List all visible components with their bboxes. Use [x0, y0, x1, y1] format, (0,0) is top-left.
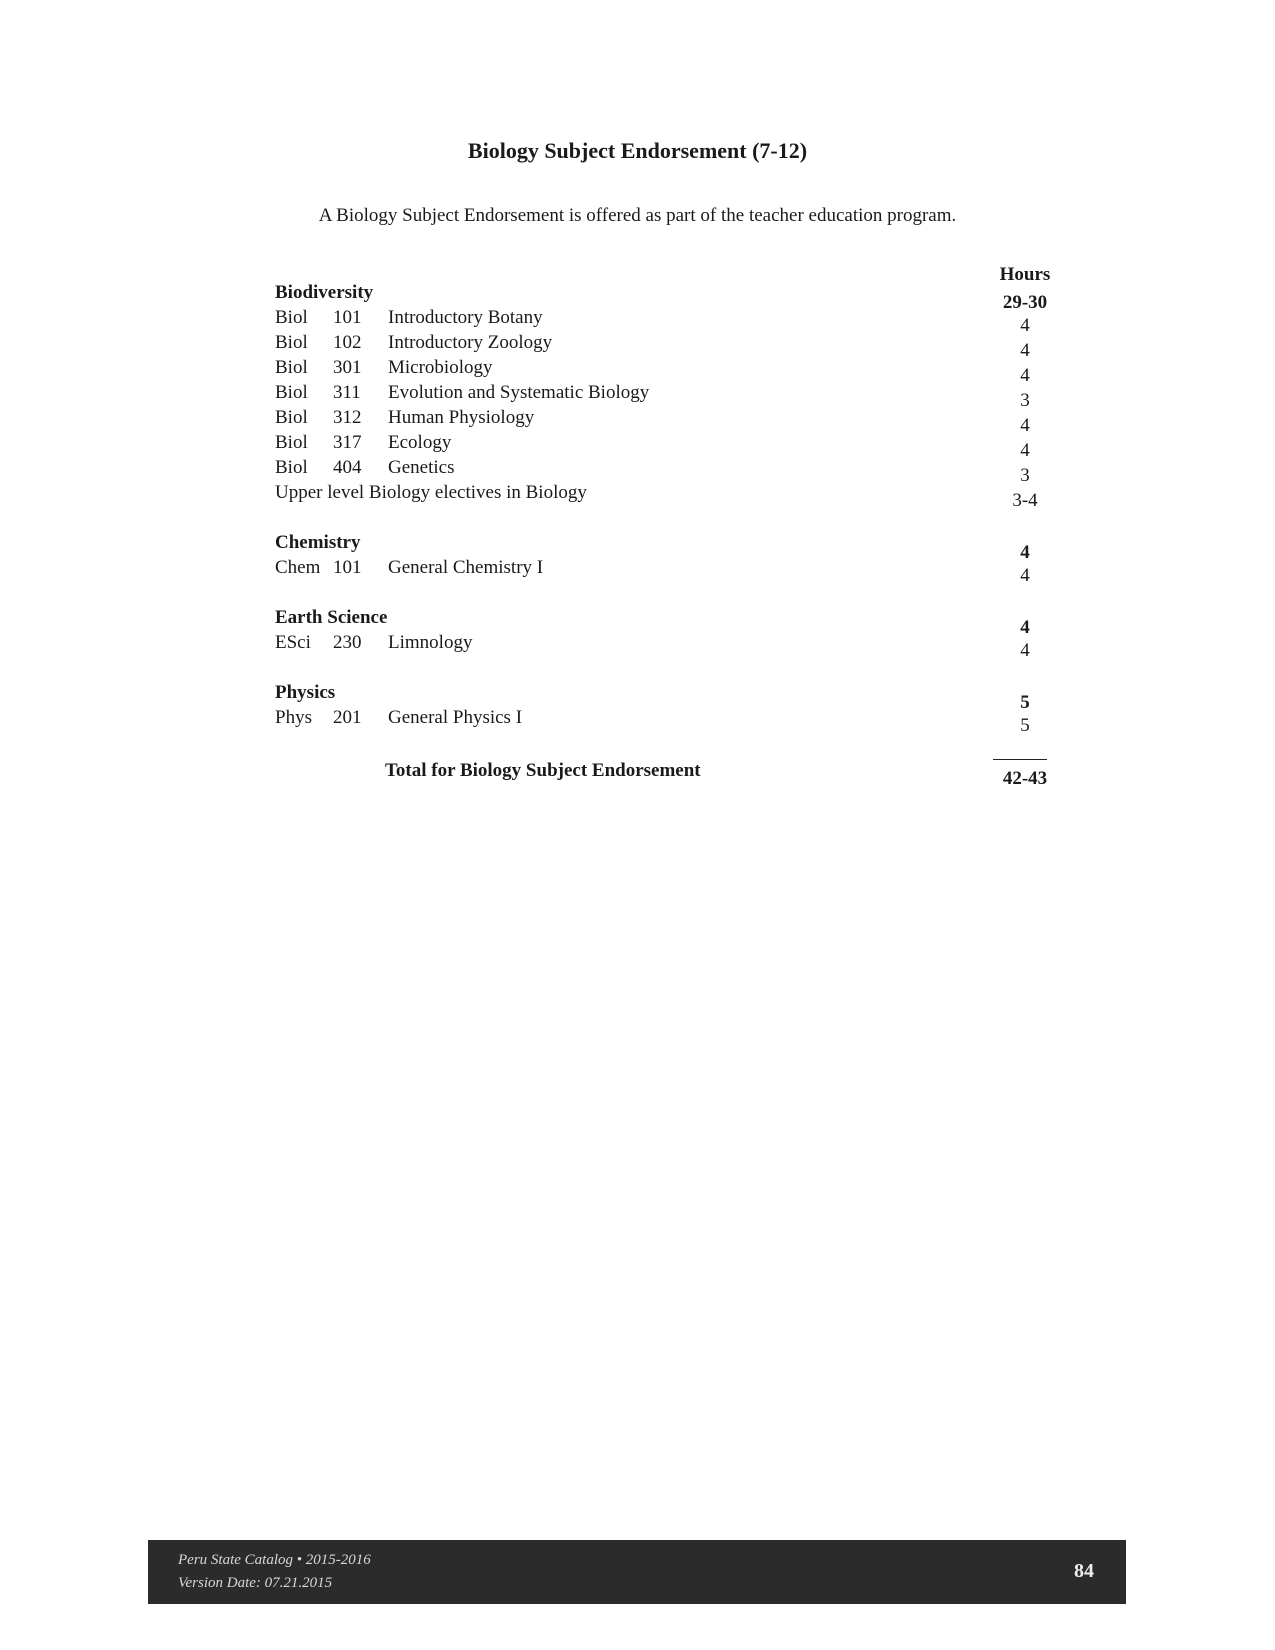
course-number: 404	[333, 457, 362, 478]
course-name: Introductory Zoology	[388, 332, 553, 353]
course-row	[275, 305, 1065, 336]
section-heading-row	[275, 605, 1065, 638]
course-number: 201	[333, 707, 362, 728]
course-hours: 5	[1020, 715, 1030, 736]
footer-version: Version Date: 07.21.2015	[178, 1575, 333, 1591]
course-hours: 4	[1020, 640, 1030, 661]
section-hours: 5	[1020, 692, 1030, 713]
electives-hours: 3-4	[1012, 490, 1038, 511]
course-name: Ecology	[388, 432, 452, 453]
course-subject: Phys	[275, 707, 312, 728]
course-number: 301	[333, 357, 362, 378]
course-name: Human Physiology	[388, 407, 535, 428]
section-chemistry	[275, 530, 1065, 586]
section-hours: 4	[1020, 617, 1030, 638]
section-heading-row	[275, 680, 1065, 713]
course-row	[275, 430, 1065, 461]
course-name: Introductory Botany	[388, 307, 543, 328]
course-number: 230	[333, 632, 362, 653]
section-heading: Earth Science	[275, 607, 388, 628]
course-name: General Physics I	[388, 707, 523, 728]
course-subject: Biol	[275, 332, 308, 353]
course-hours: 4	[1020, 315, 1030, 336]
course-number: 312	[333, 407, 362, 428]
section-heading: Biodiversity	[275, 282, 374, 303]
page-number: 84	[1074, 1560, 1094, 1582]
course-row	[275, 355, 1065, 386]
course-number: 102	[333, 332, 362, 353]
course-hours: 4	[1020, 340, 1030, 361]
section-earth-science	[275, 605, 1065, 661]
section-physics	[275, 680, 1065, 736]
course-subject: Biol	[275, 432, 308, 453]
intro-text: A Biology Subject Endorsement is offered as part of the teacher education program.	[318, 205, 957, 226]
course-name: Microbiology	[388, 357, 493, 378]
footer-catalog: Peru State Catalog • 2015-2016	[178, 1552, 371, 1568]
course-hours: 3	[1020, 390, 1030, 411]
course-hours: 4	[1020, 440, 1030, 461]
course-subject: Biol	[275, 457, 308, 478]
section-heading-row	[275, 280, 1065, 313]
course-row	[275, 555, 1065, 586]
total-label: Total for Biology Subject Endorsement	[385, 760, 701, 781]
section-hours: 29-30	[1002, 292, 1048, 313]
total-divider	[993, 759, 1047, 760]
course-name: General Chemistry I	[388, 557, 544, 578]
course-subject: ESci	[275, 632, 311, 653]
course-subject: Biol	[275, 307, 308, 328]
page-footer	[148, 1540, 1126, 1604]
course-row	[275, 455, 1065, 486]
course-row	[275, 405, 1065, 436]
electives-label: Upper level Biology electives in Biology	[275, 482, 587, 503]
course-number: 101	[333, 557, 362, 578]
course-hours: 3	[1020, 465, 1030, 486]
section-hours: 4	[1020, 542, 1030, 563]
electives-row	[275, 480, 1065, 511]
course-hours: 4	[1020, 565, 1030, 586]
section-biodiversity	[275, 280, 1065, 511]
course-hours: 4	[1020, 415, 1030, 436]
course-name: Evolution and Systematic Biology	[388, 382, 650, 403]
course-number: 317	[333, 432, 362, 453]
section-heading: Physics	[275, 682, 336, 703]
course-hours: 4	[1020, 365, 1030, 386]
course-number: 311	[333, 382, 361, 403]
course-subject: Biol	[275, 357, 308, 378]
section-heading-row	[275, 530, 1065, 563]
course-subject: Chem	[275, 557, 321, 578]
course-row	[275, 630, 1065, 661]
course-name: Limnology	[388, 632, 473, 653]
course-row	[275, 705, 1065, 736]
course-subject: Biol	[275, 382, 308, 403]
course-row	[275, 330, 1065, 361]
course-row	[275, 380, 1065, 411]
course-name: Genetics	[388, 457, 455, 478]
hours-column-header: Hours	[999, 264, 1051, 285]
total-hours: 42-43	[1002, 768, 1048, 789]
course-subject: Biol	[275, 407, 308, 428]
section-heading: Chemistry	[275, 532, 361, 553]
page-title: Biology Subject Endorsement (7-12)	[467, 138, 808, 163]
course-number: 101	[333, 307, 362, 328]
